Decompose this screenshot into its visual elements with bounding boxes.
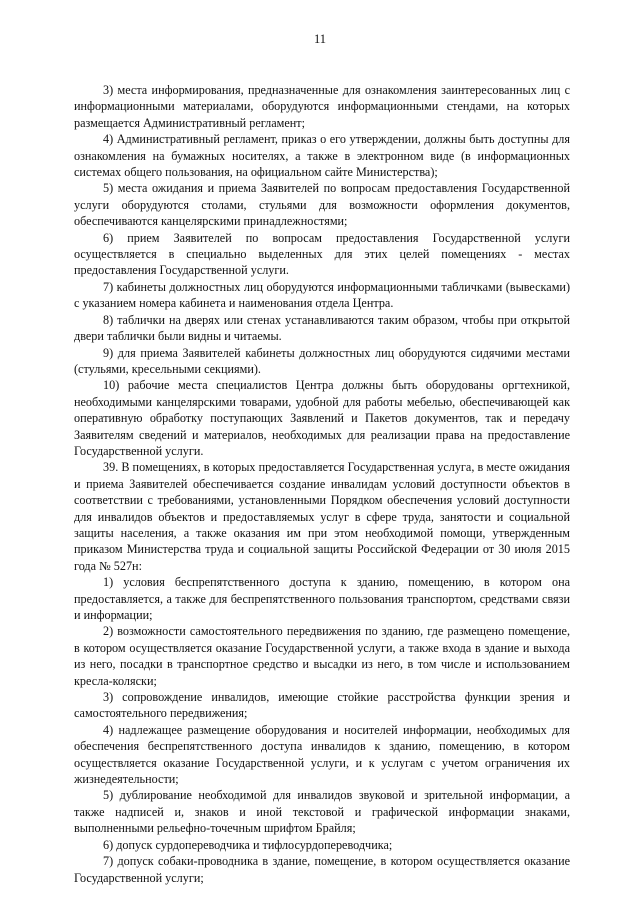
- paragraph-item-9: 9) для приема Заявителей кабинеты должностных лиц оборудуются сидячими местами (стульями, кресельными секциями).: [74, 345, 570, 376]
- clause-39-item-3: 3) сопровождение инвалидов, имеющие стойкие расстройства функции зрения и самостоятельного передвижения;: [74, 690, 570, 721]
- clause-39-item-6: 6) допуск сурдопереводчика и тифлосурдопереводчика;: [103, 837, 393, 852]
- paragraph-item-4: 4) Административный регламент, приказ о его утверждении, должны быть доступны для ознакомления на бумажных носителях, а также в электронном виде (в информационных системах общего пользования, на официальном сайте Министерства);: [74, 132, 570, 180]
- clause-39-item-7: 7) допуск собаки-проводника в здание, помещение, в котором осуществляется оказание Государственной услуги;: [74, 854, 570, 885]
- clause-39-item-2: 2) возможности самостоятельного передвижения по зданию, где размещено помещение, в котором осуществляется оказание Государственной услуги, а также входа в здание и выхода из него, посадки в транспортное средство и высадки из него, в том числе и использованием кресла-коляски;: [74, 624, 570, 688]
- page-number: 11: [313, 32, 327, 46]
- paragraph-item-10: 10) рабочие места специалистов Центра должны быть оборудованы оргтехникой, необходимыми канцелярскими товарами, удобной для работы мебелью, обеспечивающей как оперативную обработку поступающих Заявлений и Пакетов документов, так и передачу Заявителям сведений и материалов, необходимых для реализации права на предоставление Государственной услуги.: [74, 378, 570, 458]
- clause-39: 39. В помещениях, в которых предоставляется Государственная услуга, в месте ожидания и приема Заявителей обеспечивается создание инвалидам условий доступности объектов в соответствии с требованиями, установленными Порядком обеспечения условий доступности для инвалидов объектов и предоставляемых услуг в сфере труда, занятости и социальной защиты населения, а также оказания им при этом необходимой помощи, утвержденным приказом Министерства труда и социальной защиты Российской Федерации от 30 июля 2015 года № 527н:: [74, 460, 570, 573]
- clause-39-item-5: 5) дублирование необходимой для инвалидов звуковой и зрительной информации, а также надписей и, знаков и иной текстовой и графической информации знаками, выполненными рельефно-точечным шрифтом Брайля;: [74, 788, 570, 836]
- paragraph-item-3: 3) места информирования, предназначенные для ознакомления заинтересованных лиц с информационными материалами, оборудуются информационными стендами, на которых размещается Административный регламент;: [74, 83, 570, 130]
- paragraph-item-8: 8) таблички на дверях или стенах устанавливаются таким образом, чтобы при открытой двери таблички были видны и читаемы.: [74, 312, 570, 344]
- paragraph-item-7: 7) кабинеты должностных лиц оборудуются информационными табличками (вывесками) с указанием номера кабинета и наименования отдела Центра.: [74, 279, 570, 311]
- paragraph-item-6: 6) прием Заявителей по вопросам предоставления Государственной услуги осуществляется в специально выделенных для этих целей помещениях - местах предоставления Государственной услуги.: [74, 230, 570, 278]
- clause-39-item-4: 4) надлежащее размещение оборудования и носителей информации, необходимых для обеспечения беспрепятственного доступа инвалидов к зданию, помещению, в котором осуществляется оказание Государственной услуги, и к услугам с учетом ограничения их жизнедеятельности;: [74, 722, 570, 787]
- document-body: [74, 82, 570, 886]
- paragraph-item-5: 5) места ожидания и приема Заявителей по вопросам предоставления Государственной услуги оборудуются столами, стульями для возможности оформления документов, обеспечиваются канцелярскими принадлежностями;: [74, 181, 570, 229]
- clause-39-item-1: 1) условия беспрепятственного доступа к зданию, помещению, в котором она предоставляется, а также для беспрепятственного пользования транспортом, средствами связи и информации;: [74, 575, 570, 622]
